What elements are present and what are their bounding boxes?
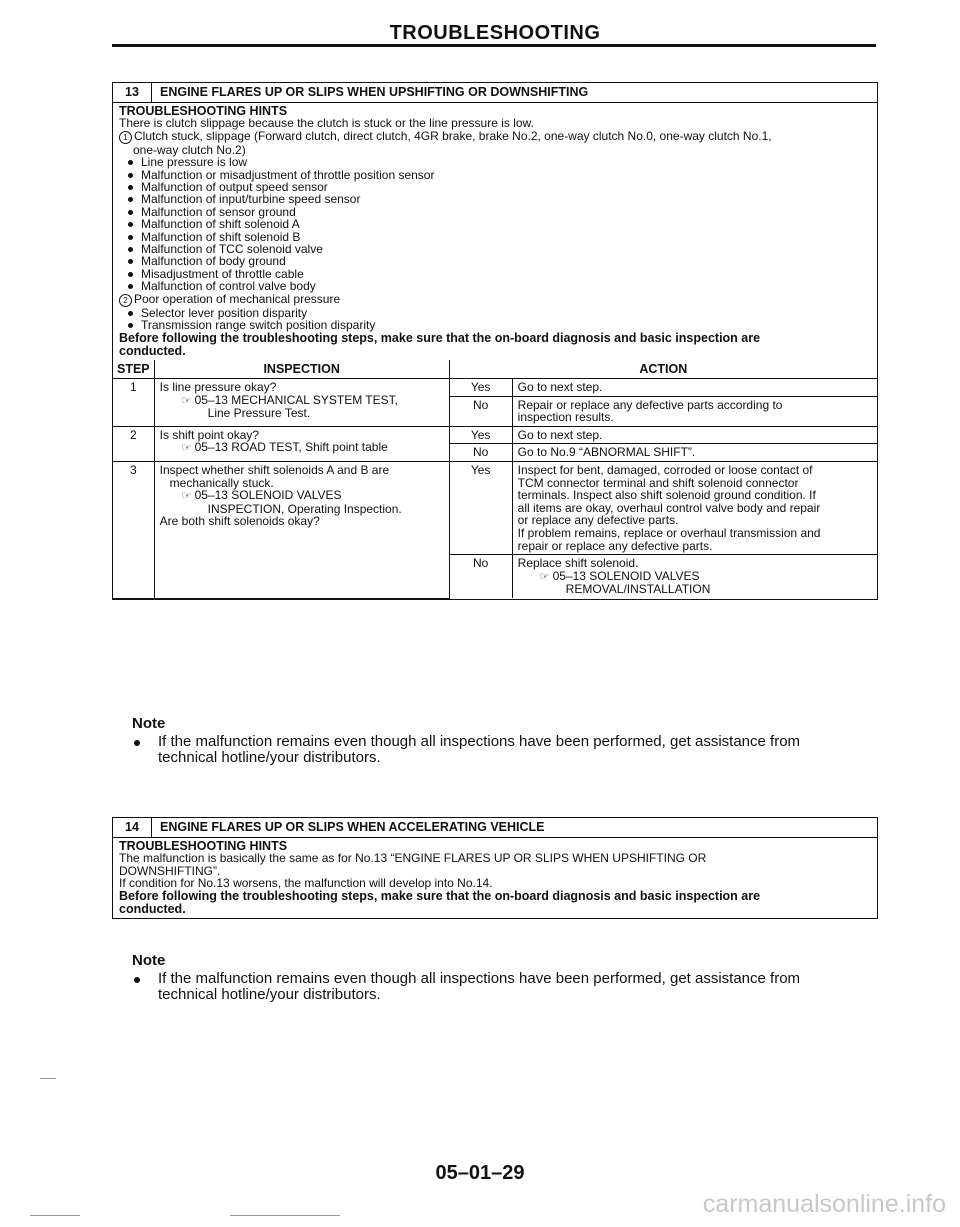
reference-cont: REMOVAL/INSTALLATION xyxy=(565,582,711,597)
before-following-note: Before following the troubleshooting steps, make sure that the on-board diagnosis and basic inspection are xyxy=(119,330,761,345)
note-2 xyxy=(132,953,800,1003)
note-line: technical hotline/your distributors. xyxy=(158,749,381,766)
action-line: or replace any defective parts. xyxy=(517,513,679,528)
reference-text: 05–13 MECHANICAL SYSTEM TEST, xyxy=(194,392,398,407)
reference-text: 05–13 SOLENOID VALVES xyxy=(194,488,342,503)
list-item: Malfunction or misadjustment of throttle position sensor xyxy=(141,169,871,181)
table-row xyxy=(113,426,877,444)
step-number: 3 xyxy=(113,462,154,598)
step-inspection xyxy=(154,462,449,598)
scan-artifact xyxy=(40,1078,56,1079)
list-item: Misadjustment of throttle cable xyxy=(141,268,871,280)
header-inspection: INSPECTION xyxy=(154,360,449,379)
circled-number: 2 xyxy=(119,294,132,307)
answer-no: No xyxy=(449,396,512,426)
reference-arrow-icon: ☞ xyxy=(181,442,195,455)
note-bullet xyxy=(132,734,800,766)
list-item: Malfunction of sensor ground xyxy=(141,206,871,218)
list-item: Line pressure is low xyxy=(141,156,871,168)
cause-2-text: Poor operation of mechanical pressure xyxy=(134,291,341,306)
cause-1-list xyxy=(119,156,871,292)
action-line: Replace shift solenoid. xyxy=(517,556,639,571)
action-line: If problem remains, replace or overhaul transmission and xyxy=(517,526,821,541)
title-rule xyxy=(112,44,876,47)
action-line: Inspect for bent, damaged, corroded or loose contact of xyxy=(517,463,813,478)
step-number: 2 xyxy=(113,426,154,461)
note-line: If the malfunction remains even though all inspections have been performed, get assistance from xyxy=(158,733,801,750)
action-line: TCM connector terminal and shift solenoid connector xyxy=(517,475,799,490)
note-1 xyxy=(132,716,800,766)
scan-artifact xyxy=(30,1215,80,1216)
cause-2-list xyxy=(119,307,871,332)
list-item: Malfunction of TCC solenoid valve xyxy=(141,243,871,255)
reference xyxy=(160,394,444,408)
answer-no: No xyxy=(449,444,512,462)
table-header-row xyxy=(113,360,877,379)
before-following-note-cont: conducted. xyxy=(119,901,186,916)
section-13 xyxy=(112,82,878,600)
note-title: Note xyxy=(132,715,166,732)
before-following-note: Before following the troubleshooting steps, make sure that the on-board diagnosis and basic inspection are xyxy=(119,888,761,903)
section-14-number: 14 xyxy=(113,818,152,837)
reference xyxy=(160,441,444,455)
inspection-question: Is shift point okay? xyxy=(159,427,260,442)
header-action: ACTION xyxy=(449,360,877,379)
list-item: Malfunction of body ground xyxy=(141,255,871,267)
section-14-hints xyxy=(113,838,877,918)
cause-1 xyxy=(119,130,871,144)
action-line: terminals. Inspect also shift solenoid ground condition. If xyxy=(517,488,816,503)
scan-artifact xyxy=(230,1215,340,1216)
table-row xyxy=(113,462,877,555)
step-inspection xyxy=(154,379,449,427)
page-title: TROUBLESHOOTING xyxy=(389,22,601,44)
note-title: Note xyxy=(132,952,166,969)
hints-heading: TROUBLESHOOTING HINTS xyxy=(119,839,288,853)
list-item: Transmission range switch position disparity xyxy=(141,319,871,331)
header-step: STEP xyxy=(113,360,154,379)
hints-line: If condition for No.13 worsens, the malfunction will develop into No.14. xyxy=(119,876,493,891)
section-13-hints xyxy=(113,103,877,360)
reference-arrow-icon: ☞ xyxy=(181,394,195,407)
reference-text: 05–13 SOLENOID VALVES xyxy=(552,568,700,583)
inspection-question-cont: mechanically stuck. xyxy=(169,475,274,490)
reference-cont: INSPECTION, Operating Inspection. xyxy=(207,501,402,516)
inspection-question: Inspect whether shift solenoids A and B are xyxy=(159,463,390,478)
inspection-question: Are both shift solenoids okay? xyxy=(159,514,320,529)
answer-no: No xyxy=(449,555,512,598)
action-text: Go to No.9 “ABNORMAL SHIFT”. xyxy=(512,444,877,462)
list-item: Malfunction of input/turbine speed sensor xyxy=(141,193,871,205)
note-line: technical hotline/your distributors. xyxy=(158,986,381,1003)
section-13-header xyxy=(113,83,877,103)
section-14-title: ENGINE FLARES UP OR SLIPS WHEN ACCELERATING VEHICLE xyxy=(160,820,545,834)
cause-1-cont: one-way clutch No.2) xyxy=(133,142,246,157)
hints-line: DOWNSHIFTING”. xyxy=(119,863,221,878)
cause-1-text: Clutch stuck, slippage (Forward clutch, direct clutch, 4GR brake, brake No.2, one-way clutch No.0, one-way clutch No.1, xyxy=(134,128,772,143)
action-text: Go to next step. xyxy=(512,426,877,444)
answer-yes: Yes xyxy=(449,426,512,444)
section-13-title: ENGINE FLARES UP OR SLIPS WHEN UPSHIFTING OR DOWNSHIFTING xyxy=(160,85,589,99)
note-bullet xyxy=(132,971,800,1003)
answer-yes: Yes xyxy=(449,379,512,397)
action-line: inspection results. xyxy=(517,410,614,425)
section-14 xyxy=(112,817,878,919)
inspection-table xyxy=(113,360,877,599)
table-row xyxy=(113,379,877,397)
list-item: Malfunction of control valve body xyxy=(141,280,871,292)
reference-text: 05–13 ROAD TEST, Shift point table xyxy=(194,440,388,455)
action-line: Repair or replace any defective parts according to xyxy=(517,397,783,412)
watermark: carmanualsonline.info xyxy=(702,1190,946,1218)
step-number: 1 xyxy=(113,379,154,427)
reference-arrow-icon: ☞ xyxy=(539,570,553,583)
section-13-number: 13 xyxy=(113,83,152,102)
note-line: If the malfunction remains even though all inspections have been performed, get assistance from xyxy=(158,970,801,987)
page-number: 05–01–29 xyxy=(435,1162,525,1184)
reference-arrow-icon: ☞ xyxy=(181,490,195,503)
hints-heading: TROUBLESHOOTING HINTS xyxy=(119,104,288,118)
action-text: Go to next step. xyxy=(512,379,877,397)
list-item: Selector lever position disparity xyxy=(141,307,871,319)
list-item: Malfunction of shift solenoid A xyxy=(141,218,871,230)
action-text xyxy=(512,555,877,598)
action-line: all items are okay, overhaul control valve body and repair xyxy=(517,500,821,515)
inspection-question: Is line pressure okay? xyxy=(159,380,277,395)
hints-intro: There is clutch slippage because the clutch is stuck or the line pressure is low. xyxy=(119,116,534,131)
section-14-header xyxy=(113,818,877,838)
action-text xyxy=(512,396,877,426)
hints-line: The malfunction is basically the same as for No.13 “ENGINE FLARES UP OR SLIPS WHEN UPSHIFTING OR xyxy=(119,851,707,866)
list-item: Malfunction of output speed sensor xyxy=(141,181,871,193)
action-line: repair or replace any defective parts. xyxy=(517,538,713,553)
list-item: Malfunction of shift solenoid B xyxy=(141,231,871,243)
before-following-note-cont: conducted. xyxy=(119,343,186,358)
reference xyxy=(518,570,872,584)
action-text xyxy=(512,462,877,555)
circled-number: 1 xyxy=(119,131,132,144)
reference xyxy=(160,489,444,503)
answer-yes: Yes xyxy=(449,462,512,555)
cause-2 xyxy=(119,293,871,307)
reference-cont: Line Pressure Test. xyxy=(207,406,311,421)
step-inspection xyxy=(154,426,449,461)
